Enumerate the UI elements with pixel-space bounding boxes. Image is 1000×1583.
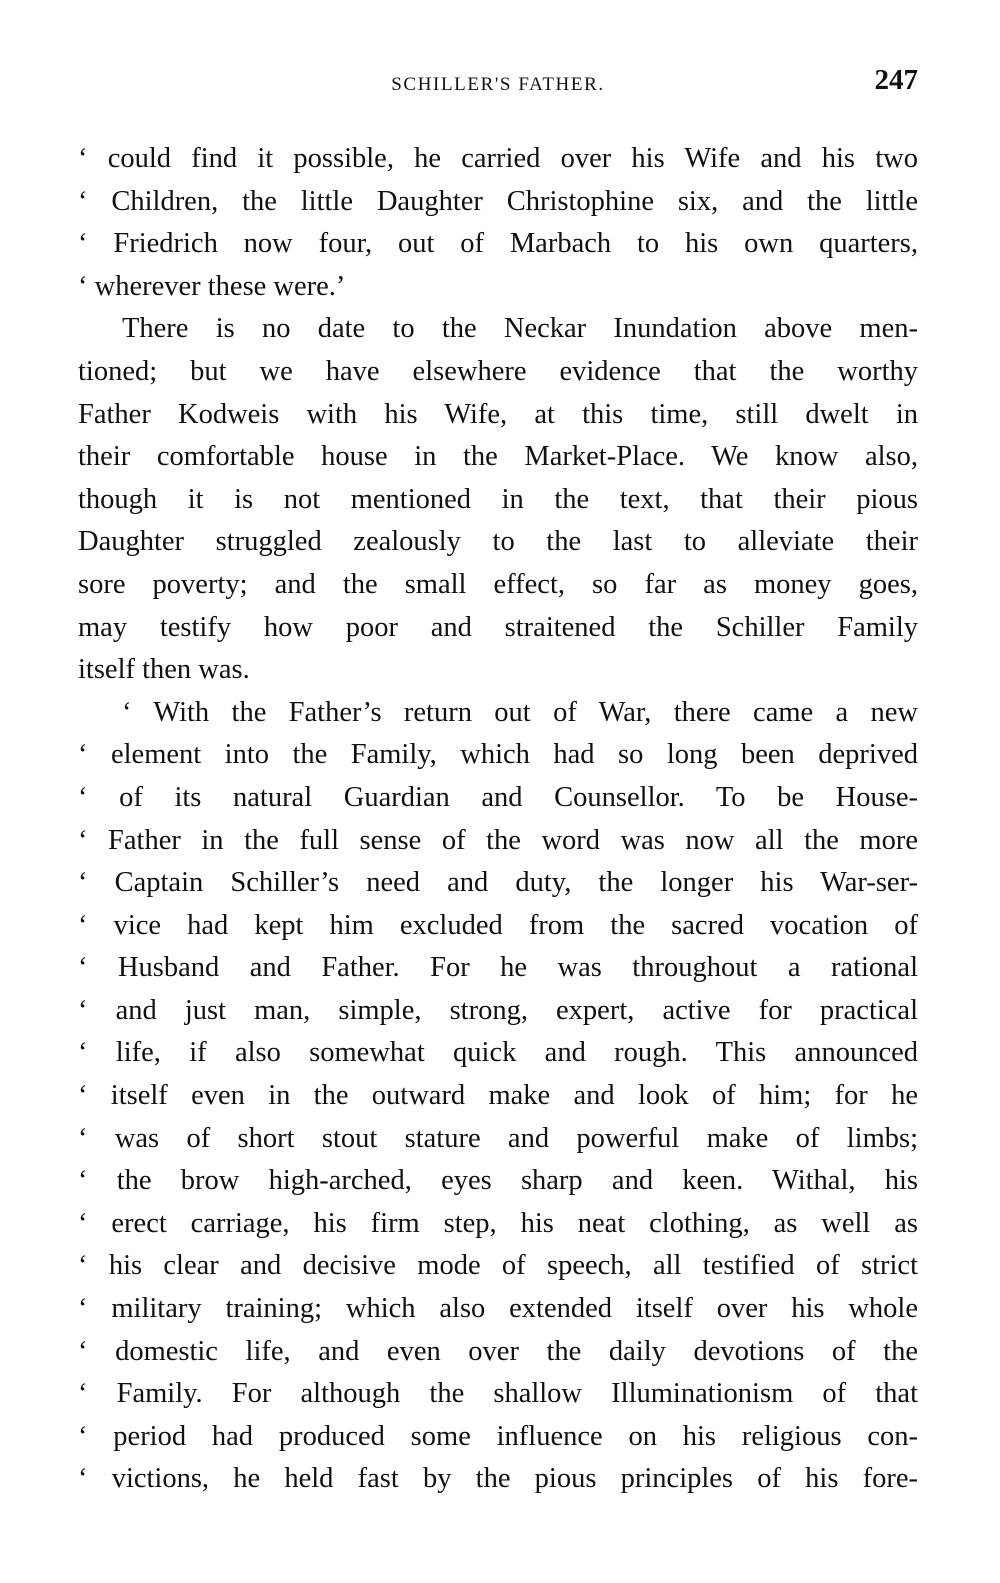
text-line: ‘ itself even in the outward make and look of him; for he — [78, 1080, 918, 1112]
body-text — [78, 138, 918, 1501]
text-line: ‘ and just man, simple, strong, expert, active for practical — [78, 994, 918, 1026]
text-line: ‘ was of short stout stature and powerful make of limbs; — [78, 1122, 918, 1154]
text-line: ‘ domestic life, and even over the daily devotions of the — [78, 1335, 918, 1367]
page-number: 247 — [874, 64, 918, 96]
running-title: SCHILLER'S FATHER. — [391, 74, 605, 95]
paragraph-2 — [78, 308, 918, 691]
text-line: ‘ erect carriage, his firm step, his neat clothing, as well as — [78, 1207, 918, 1239]
text-line: ‘ Family. For although the shallow Illuminationism of that — [78, 1378, 918, 1410]
text-line: ‘ period had produced some influence on his religious con- — [78, 1420, 918, 1452]
text-line: ‘ life, if also somewhat quick and rough. This announced — [78, 1037, 918, 1069]
text-line: ‘ the brow high-arched, eyes sharp and keen. Withal, his — [78, 1165, 918, 1197]
text-line: ‘ element into the Family, which had so long been deprived — [78, 739, 918, 771]
text-line: sore poverty; and the small effect, so far as money goes, — [78, 568, 918, 600]
book-page — [78, 62, 918, 1562]
text-line: ‘ wherever these were.’ — [78, 270, 346, 302]
text-line: ‘ Children, the little Daughter Christophine six, and the little — [78, 185, 918, 217]
text-line: ‘ Captain Schiller’s need and duty, the longer his War-ser- — [78, 867, 918, 899]
text-line: ‘ could find it possible, he carried over his Wife and his two — [78, 143, 918, 174]
text-line: though it is not mentioned in the text, that their pious — [78, 483, 918, 515]
text-line: There is no date to the Neckar Inundation above men- — [122, 313, 918, 345]
text-line: ‘ Husband and Father. For he was throughout a rational — [78, 952, 918, 984]
text-line: ‘ Father in the full sense of the word was now all the more — [78, 824, 918, 856]
text-line: ‘ military training; which also extended itself over his whole — [78, 1293, 918, 1325]
paragraph-1 — [78, 138, 918, 308]
text-line: ‘ his clear and decisive mode of speech, all testified of strict — [78, 1250, 918, 1282]
text-line: ‘ vice had kept him excluded from the sacred vocation of — [78, 909, 918, 941]
text-line: ‘ Friedrich now four, out of Marbach to his own quarters, — [78, 228, 918, 260]
text-line: ‘ With the Father’s return out of War, there came a new — [122, 696, 918, 728]
running-head — [78, 62, 918, 106]
paragraph-3 — [78, 692, 918, 1501]
text-line: their comfortable house in the Market-Place. We know also, — [78, 441, 918, 473]
text-line: Daughter struggled zealously to the last to alleviate their — [78, 526, 918, 558]
text-line: Father Kodweis with his Wife, at this time, still dwelt in — [78, 398, 918, 430]
text-line: may testify how poor and straitened the Schiller Family — [78, 611, 918, 643]
text-line: ‘ victions, he held fast by the pious principles of his fore- — [78, 1463, 918, 1495]
text-line: ‘ of its natural Guardian and Counsellor. To be House- — [78, 781, 918, 813]
text-line: tioned; but we have elsewhere evidence that the worthy — [78, 355, 918, 387]
text-line: itself then was. — [78, 654, 250, 686]
